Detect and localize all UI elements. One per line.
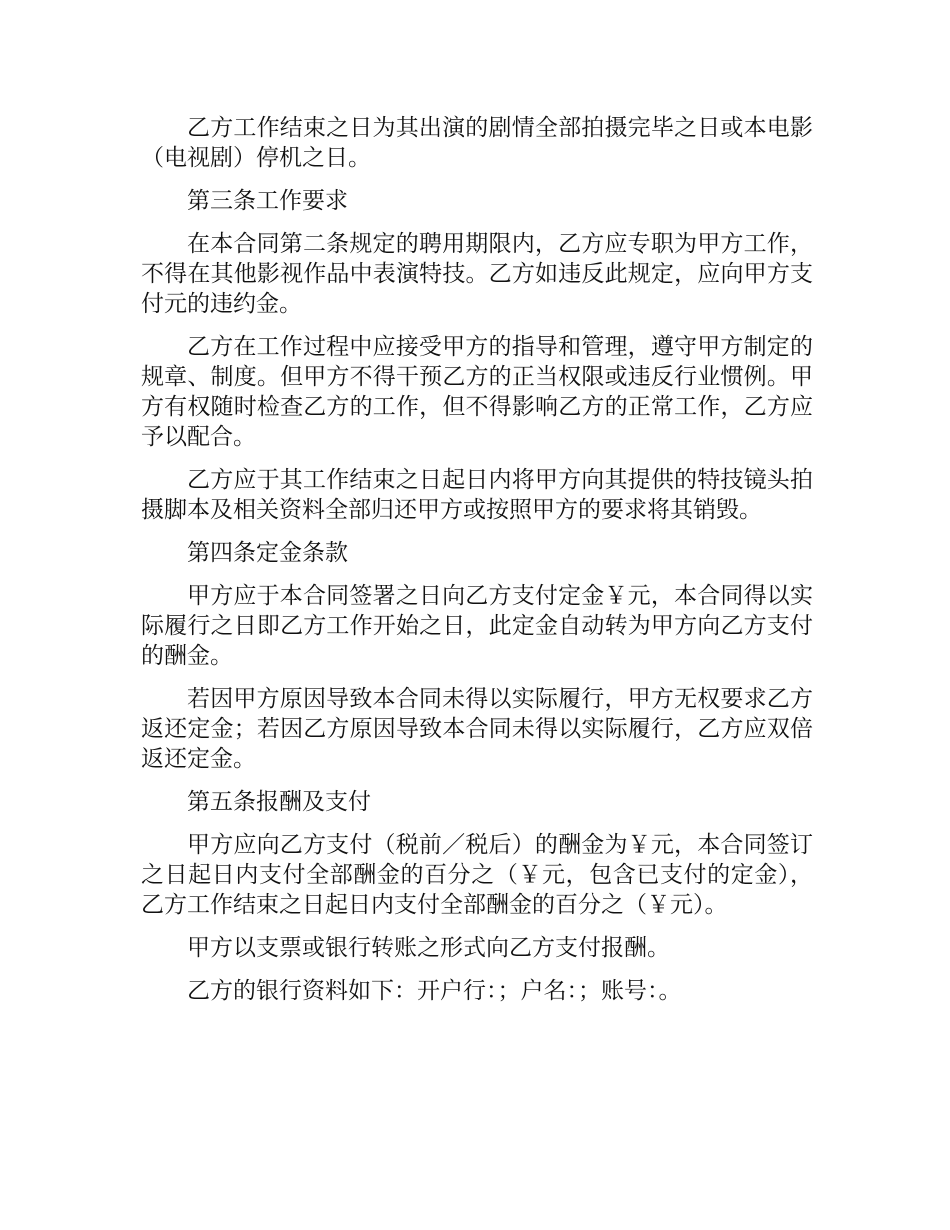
section-heading-5: 第五条报酬及支付: [187, 789, 371, 815]
paragraph-payment-amount: 甲方应向乙方支付（税前／税后）的酬金为￥元，本合同签订之日起日内支付全部酬金的百分之（￥元，包含已支付的定金），乙方工作结束之日起日内支付全部酬金的百分之（￥元）。: [141, 832, 813, 918]
section-heading-4: 第四条定金条款: [187, 540, 348, 566]
paragraph-bank-info: 乙方的银行资料如下：开户行：；户名：；账号：。: [187, 978, 682, 1004]
paragraph-exclusive-work: 在本合同第二条规定的聘用期限内，乙方应专职为甲方工作，不得在其他影视作品中表演特技。乙方如违反此规定，应向甲方支付元的违约金。: [141, 231, 813, 317]
paragraph-return-materials: 乙方应于其工作结束之日起日内将甲方向其提供的特技镜头拍摄脚本及相关资料全部归还甲方或按照甲方的要求将其销毁。: [141, 467, 813, 523]
paragraph-deposit-return: 若因甲方原因导致本合同未得以实际履行，甲方无权要求乙方返还定金；若因乙方原因导致本合同未得以实际履行，乙方应双倍返还定金。: [141, 686, 813, 772]
paragraph-end-date: 乙方工作结束之日为其出演的剧情全部拍摄完毕之日或本电影（电视剧）停机之日。: [141, 115, 813, 171]
document-page: [141, 113, 813, 1019]
section-heading-3: 第三条工作要求: [187, 188, 348, 214]
paragraph-deposit: 甲方应于本合同签署之日向乙方支付定金￥元，本合同得以实际履行之日即乙方工作开始之日，此定金自动转为甲方向乙方支付的酬金。: [141, 583, 813, 669]
paragraph-payment-method: 甲方以支票或银行转账之形式向乙方支付报酬。: [187, 935, 670, 961]
paragraph-management: 乙方在工作过程中应接受甲方的指导和管理，遵守甲方制定的规章、制度。但甲方不得干预乙方的正当权限或违反行业惯例。甲方有权随时检查乙方的工作，但不得影响乙方的正常工作，乙方应予以配合。: [141, 334, 813, 450]
